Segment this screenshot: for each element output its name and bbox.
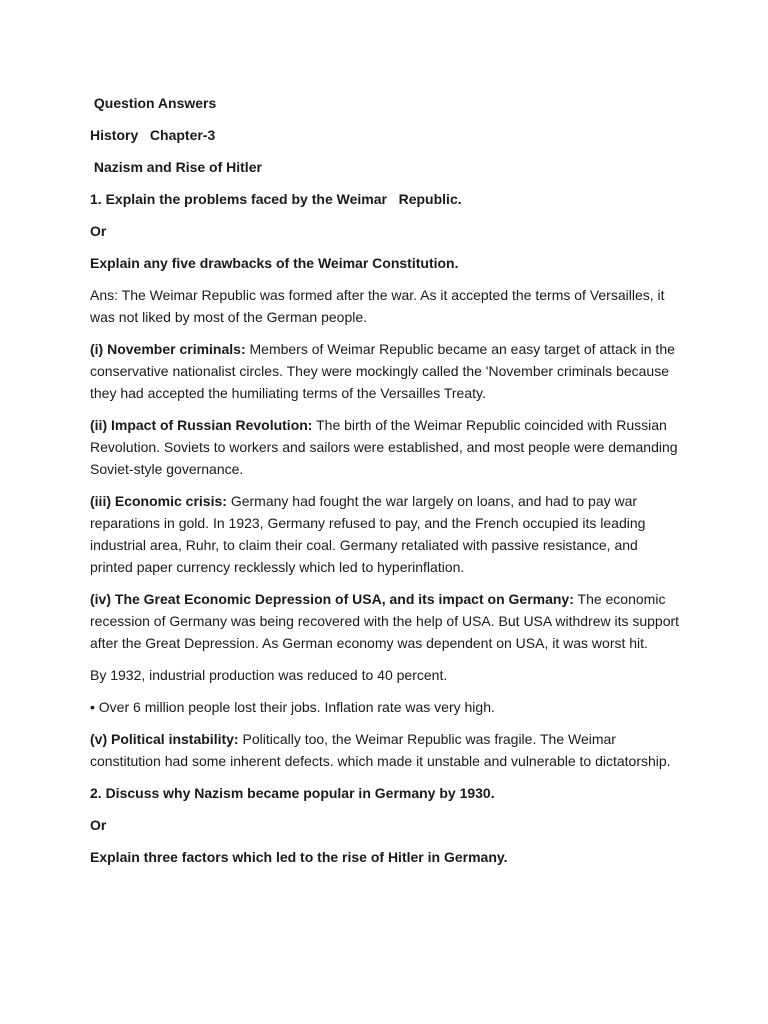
- document-page: [90, 92, 680, 878]
- answer-point-3: [90, 490, 680, 578]
- answer-intro: Ans: The Weimar Republic was formed after the war. As it accepted the terms of Versailles, it was not liked by most of the German people.: [90, 287, 665, 325]
- point-label: (ii) Impact of Russian Revolution:: [90, 417, 313, 433]
- point-text: Members of Weimar Republic became an easy target of attack in the conservative nationalist circles. They were mockingly called the 'November criminals because they had accepted the humiliating terms of the Versailles Treaty.: [90, 341, 675, 401]
- statistic-line: By 1932, industrial production was reduced to 40 percent.: [90, 667, 448, 683]
- point-text: The birth of the Weimar Republic coincided with Russian Revolution. Soviets to workers and sailors were established, and most people were demanding Soviet-style governance.: [90, 417, 678, 477]
- question-2-alternate: Explain three factors which led to the rise of Hitler in Germany.: [90, 849, 508, 865]
- bullet-line: • Over 6 million people lost their jobs. Inflation rate was very high.: [90, 699, 495, 715]
- subject-line: History Chapter-3: [90, 127, 216, 143]
- question-2: 2. Discuss why Nazism became popular in Germany by 1930.: [90, 785, 495, 801]
- or-separator: Or: [90, 223, 107, 239]
- point-label: (iv) The Great Economic Depression of USA, and its impact on Germany:: [90, 591, 574, 607]
- point-text: Germany had fought the war largely on loans, and had to pay war reparations in gold. In 1923, Germany refused to pay, and the French occupied its leading industrial area, Ruhr, to claim their coal. Germany retaliated with passive resistance, and printed paper currency recklessly which led to hyperinflation.: [90, 493, 646, 575]
- answer-point-4: [90, 588, 680, 654]
- answer-point-1: [90, 338, 680, 404]
- chapter-title: Nazism and Rise of Hitler: [90, 159, 262, 175]
- point-label: (iii) Economic crisis:: [90, 493, 227, 509]
- question-1-alternate: Explain any five drawbacks of the Weimar Constitution.: [90, 255, 459, 271]
- answer-point-5: [90, 728, 680, 772]
- answer-point-2: [90, 414, 680, 480]
- question-1: 1. Explain the problems faced by the Weimar Republic.: [90, 191, 462, 207]
- or-separator: Or: [90, 817, 107, 833]
- document-heading: Question Answers: [90, 95, 217, 111]
- point-label: (v) Political instability:: [90, 731, 239, 747]
- point-text: The economic recession of Germany was being recovered with the help of USA. But USA withdrew its support after the Great Depression. As German economy was dependent on USA, it was worst hit.: [90, 591, 680, 651]
- point-text: Politically too, the Weimar Republic was fragile. The Weimar constitution had some inherent defects. which made it unstable and vulnerable to dictatorship.: [90, 731, 671, 769]
- point-label: (i) November criminals:: [90, 341, 246, 357]
